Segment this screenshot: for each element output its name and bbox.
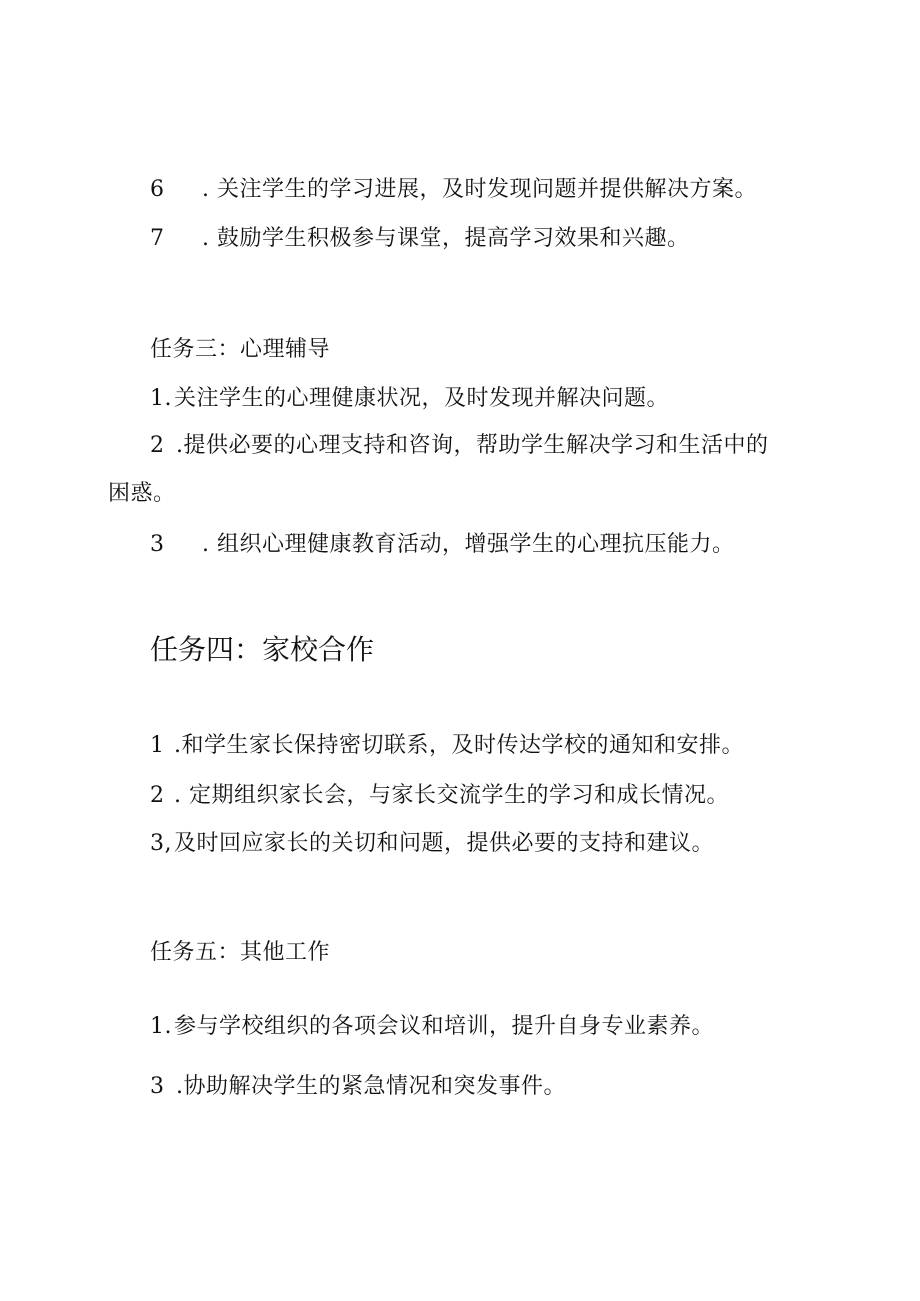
item-text: . 组织心理健康教育活动，增强学生的心理抗压能力。 [202, 532, 735, 557]
item-text: 关注学生的心理健康状况，及时发现并解决问题。 [174, 386, 670, 411]
item-text: 及时回应家长的关切和问题，提供必要的支持和建议。 [174, 831, 715, 856]
section-heading-5: 任务五：其他工作 [150, 940, 331, 965]
item-number: 7 [150, 226, 165, 251]
list-item-3 [150, 829, 714, 859]
section-heading-4: 任务四：家校合作 [150, 633, 375, 666]
list-item-6 [150, 175, 757, 205]
item-text: 参与学校组织的各项会议和培训，提升自身专业素养。 [174, 1014, 715, 1039]
item-number: 3 [150, 1074, 165, 1099]
item-number: 1 [150, 733, 165, 758]
item-text: . 定期组织家长会，与家长交流学生的学习和成长情况。 [174, 783, 729, 808]
item-text: .协助解决学生的紧急情况和突发事件。 [176, 1074, 566, 1099]
section-heading-3: 任务三：心理辅导 [150, 337, 331, 362]
item-text: . 鼓励学生积极参与课堂，提高学习效果和兴趣。 [202, 226, 690, 251]
list-item-3 [150, 1072, 566, 1102]
item-number: 1. [150, 1014, 172, 1039]
item-number: 1. [150, 386, 172, 411]
item-text: .和学生家长保持密切联系，及时传达学校的通知和安排。 [174, 733, 744, 758]
list-item-1 [150, 1012, 714, 1042]
item-text: .提供必要的心理支持和咨询，帮助学生解决学习和生活中的 [176, 433, 769, 458]
list-item-2 [150, 431, 769, 461]
item-number: 3 [150, 532, 165, 557]
list-item-2 [150, 781, 729, 811]
item-number: 2 [150, 433, 165, 458]
list-item-2-continuation: 困惑。 [108, 481, 176, 506]
item-number: 2 [150, 783, 165, 808]
list-item-1 [150, 731, 744, 761]
item-number: 6 [150, 177, 165, 202]
list-item-3 [150, 530, 735, 560]
list-item-1 [150, 384, 669, 414]
list-item-7 [150, 224, 690, 254]
item-number: 3, [150, 831, 172, 856]
item-text: . 关注学生的学习进展，及时发现问题并提供解决方案。 [202, 177, 757, 202]
